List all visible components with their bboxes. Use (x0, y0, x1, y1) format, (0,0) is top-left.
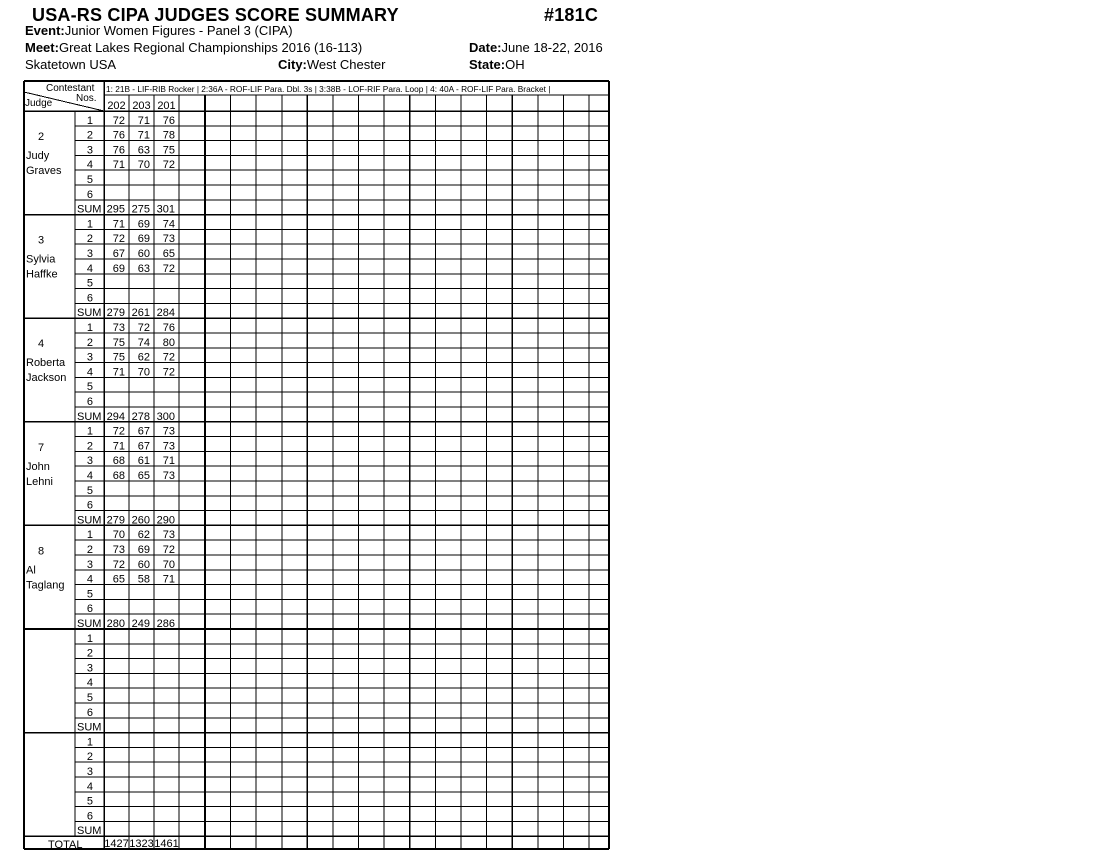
figure-row-label: 2 (86, 544, 93, 556)
figure-row-label: 1 (86, 114, 93, 127)
score-value: 74 (162, 218, 175, 231)
contestant-label: Contestant (46, 83, 95, 94)
figure-row-label: 6 (86, 603, 93, 616)
judge-last-name: Jackson (26, 372, 67, 385)
judge-sum-value: 301 (156, 203, 175, 216)
score-value: 75 (112, 351, 125, 364)
figure-row-label: 4 (86, 573, 93, 586)
figure-row-label: 5 (86, 381, 93, 394)
score-value: 72 (112, 233, 125, 246)
judge-last-name: Taglang (26, 579, 65, 592)
score-value: 67 (137, 440, 150, 453)
judge-first-name: Roberta (26, 357, 66, 370)
figure-row-label: 1 (86, 632, 93, 645)
sum-row-label: SUM (77, 203, 102, 216)
event-value: Junior Women Figures - Panel 3 (CIPA) (64, 23, 293, 38)
figure-row-label: 5 (86, 692, 93, 704)
score-value: 73 (162, 529, 175, 542)
judge-first-name: John (26, 460, 50, 473)
score-value: 62 (137, 351, 150, 364)
figure-row-label: 2 (86, 647, 93, 660)
figure-row-label: 2 (86, 440, 93, 453)
judge-sum-value: 275 (131, 203, 150, 216)
judge-sum-value: 260 (131, 514, 150, 527)
figure-row-label: 6 (86, 499, 93, 512)
city-value: West Chester (306, 57, 386, 72)
judge-sum-value: 249 (131, 618, 150, 630)
score-value: 71 (112, 159, 125, 172)
score-value: 76 (112, 129, 125, 142)
score-value: 76 (162, 322, 175, 334)
score-value: 69 (137, 218, 150, 231)
judge-first-name: Judy (26, 150, 50, 162)
form-number: #181C (544, 5, 599, 25)
judge-sum-value: 295 (106, 203, 125, 216)
score-value: 72 (137, 322, 150, 334)
judge-label: Judge (25, 98, 53, 109)
figures-header: 1: 21B - LIF-RIB Rocker | 2:36A - ROF-LIF Para. Dbl. 3s | 3:38B - LOF-RIF Para. Loop | 4: 40A - ROF-LIF Para. Bracket | (106, 84, 551, 94)
score-value: 73 (162, 233, 175, 246)
score-value: 71 (162, 573, 175, 586)
figure-row-label: 4 (86, 366, 93, 379)
figure-row-label: 3 (86, 455, 93, 468)
figure-row-label: 3 (86, 144, 93, 157)
judge-sum-value: 294 (106, 410, 125, 423)
date-value: June 18-22, 2016 (501, 40, 603, 55)
figure-row-label: 1 (86, 736, 93, 749)
figure-row-label: 5 (86, 174, 93, 186)
judge-number: 7 (37, 441, 45, 454)
judge-last-name: Lehni (26, 475, 53, 488)
score-value: 63 (137, 144, 150, 157)
score-value: 73 (162, 470, 175, 482)
score-value: 73 (112, 544, 125, 556)
judge-last-name: Haffke (26, 268, 58, 281)
judge-number: 2 (37, 131, 45, 143)
figure-row-label: 2 (86, 233, 93, 246)
figure-row-label: 1 (86, 218, 93, 231)
score-value: 70 (112, 529, 125, 542)
figure-row-label: 5 (86, 588, 93, 601)
score-value: 65 (112, 573, 125, 586)
figure-row-label: 6 (86, 810, 93, 823)
city-label: City: (278, 57, 307, 72)
club-name: Skatetown USA (25, 57, 117, 72)
score-value: 60 (137, 558, 150, 571)
score-value: 71 (137, 129, 150, 142)
score-value: 75 (162, 144, 175, 157)
score-value: 71 (162, 455, 175, 468)
judge-sum-value: 290 (156, 514, 175, 527)
event-label: Event: (25, 23, 65, 38)
score-value: 72 (162, 262, 175, 275)
contestant-number: 202 (107, 100, 126, 112)
score-value: 72 (112, 425, 125, 438)
judge-sum-value: 284 (156, 307, 175, 320)
score-value: 73 (162, 425, 175, 438)
score-value: 76 (162, 114, 175, 127)
total-value: 1427 (104, 838, 129, 850)
figure-row-label: 1 (86, 425, 93, 438)
score-value: 76 (112, 144, 125, 157)
score-value: 72 (112, 114, 125, 127)
judge-sum-value: 279 (106, 307, 125, 320)
judge-sum-value: 278 (131, 410, 150, 423)
score-value: 70 (162, 558, 175, 571)
score-value: 62 (137, 529, 150, 542)
judge-sum-value: 300 (156, 410, 175, 423)
total-value: 1461 (154, 838, 179, 850)
meet-value: Great Lakes Regional Championships 2016 (16-113) (58, 40, 363, 55)
figure-row-label: 3 (86, 351, 93, 364)
date-label: Date: (469, 40, 502, 55)
judge-first-name: Al (26, 564, 36, 577)
figure-row-label: 6 (86, 188, 93, 201)
score-value: 71 (137, 114, 150, 127)
total-label: TOTAL (48, 839, 83, 850)
figure-row-label: 3 (86, 766, 93, 778)
judge-sum-value: 261 (131, 307, 150, 320)
sum-row-label: SUM (77, 618, 102, 630)
score-value: 63 (137, 262, 150, 275)
judge-sum-value: 280 (106, 618, 125, 630)
score-value: 75 (112, 336, 125, 349)
figure-row-label: 3 (86, 558, 93, 571)
state-label: State: (469, 57, 506, 72)
score-value: 73 (162, 440, 175, 453)
figure-row-label: 5 (86, 795, 93, 808)
figure-row-label: 6 (86, 396, 93, 408)
score-value: 72 (112, 558, 125, 571)
contestant-number: 203 (132, 100, 151, 112)
score-value: 74 (137, 336, 150, 349)
figure-row-label: 4 (86, 780, 93, 793)
total-value: 1323 (129, 838, 154, 850)
sum-row-label: SUM (77, 825, 102, 838)
sum-row-label: SUM (77, 721, 102, 734)
sum-row-label: SUM (77, 307, 102, 320)
figure-row-label: 3 (86, 662, 93, 675)
score-value: 71 (112, 218, 125, 231)
judge-number: 3 (37, 234, 45, 247)
figure-row-label: 4 (86, 470, 93, 482)
score-value: 65 (137, 470, 150, 482)
judge-sum-value: 286 (156, 618, 175, 630)
score-value: 58 (137, 573, 150, 586)
figure-row-label: 1 (86, 529, 93, 542)
score-value: 71 (112, 366, 125, 379)
judge-sum-value: 279 (106, 514, 125, 527)
judge-last-name: Graves (26, 165, 62, 177)
sum-row-label: SUM (77, 514, 102, 527)
score-value: 71 (112, 440, 125, 453)
score-value: 69 (112, 262, 125, 275)
judge-first-name: Sylvia (26, 253, 56, 266)
score-value: 68 (112, 455, 125, 468)
state-value: OH (505, 57, 525, 72)
score-value: 60 (137, 248, 150, 260)
figure-row-label: 2 (86, 336, 93, 349)
contestant-number: 201 (157, 100, 176, 112)
figure-row-label: 4 (86, 159, 93, 172)
score-value: 70 (137, 366, 150, 379)
score-value: 80 (162, 336, 175, 349)
figure-row-label: 6 (86, 706, 93, 719)
score-value: 67 (112, 248, 125, 260)
figure-row-label: 6 (86, 292, 93, 305)
score-value: 72 (162, 351, 175, 364)
score-value: 69 (137, 544, 150, 556)
meet-label: Meet: (25, 40, 59, 55)
document-title: USA-RS CIPA JUDGES SCORE SUMMARY (32, 5, 399, 25)
score-value: 70 (137, 159, 150, 172)
score-value: 67 (137, 425, 150, 438)
score-value: 65 (162, 248, 175, 260)
judge-number: 8 (37, 545, 45, 558)
sum-row-label: SUM (77, 410, 102, 423)
figure-row-label: 4 (86, 677, 93, 690)
figure-row-label: 1 (86, 322, 93, 334)
figure-row-label: 5 (86, 277, 93, 290)
nos-label: Nos. (76, 93, 97, 104)
figure-row-label: 5 (86, 484, 93, 497)
score-value: 72 (162, 366, 175, 379)
score-value: 78 (162, 129, 175, 142)
figure-row-label: 4 (86, 262, 93, 275)
figure-row-label: 2 (86, 129, 93, 142)
judge-number: 4 (37, 338, 45, 351)
score-value: 61 (137, 455, 150, 468)
score-value: 69 (137, 233, 150, 246)
score-value: 72 (162, 159, 175, 172)
figure-row-label: 2 (86, 751, 93, 764)
score-value: 72 (162, 544, 175, 556)
figure-row-label: 3 (86, 248, 93, 260)
score-value: 68 (112, 470, 125, 482)
score-value: 73 (112, 322, 125, 334)
